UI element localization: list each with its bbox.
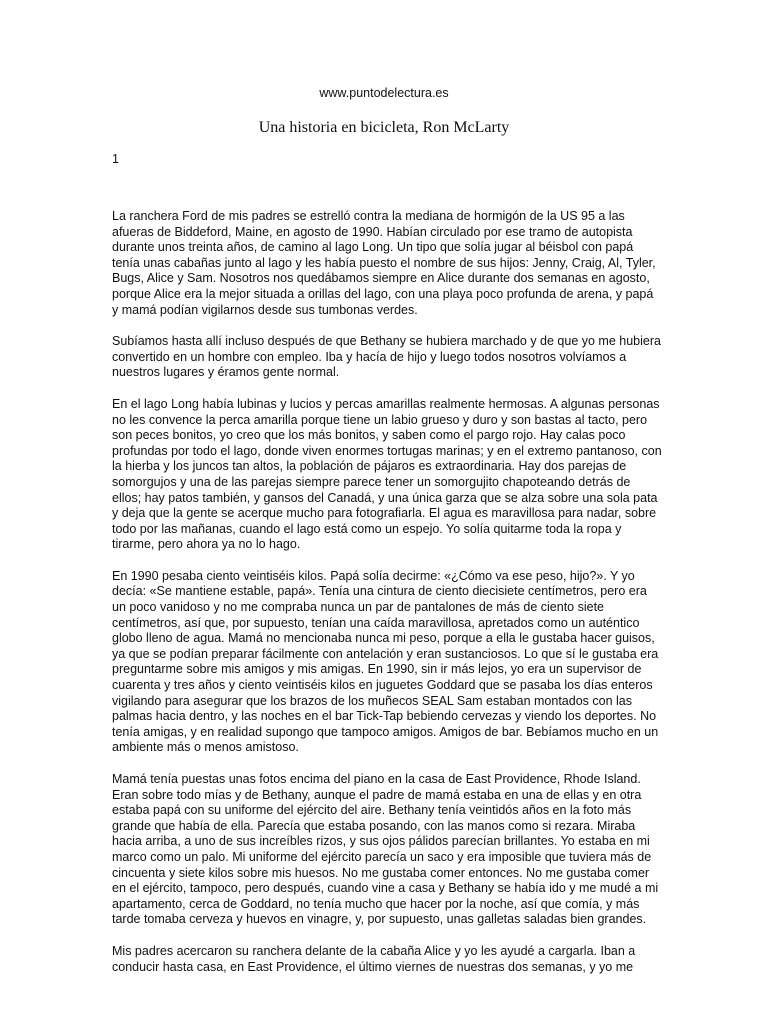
- body-text: [112, 209, 662, 991]
- chapter-number: 1: [112, 152, 119, 166]
- source-url: www.puntodelectura.es: [319, 86, 449, 100]
- document-title: Una historia en bicicleta, Ron McLarty: [258, 119, 510, 136]
- paragraph: En 1990 pesaba ciento veintiséis kilos. Papá solía decirme: «¿Cómo va ese peso, hijo?». Y yo decía: «Se mantiene estable, papá». Tenía una cintura de ciento diecisiete centímetros, pero era un poco vanidoso y no me compraba nunca un par de pantalones de más de ciento siete centímetros, así que, por supuesto, tenían una caída maravillosa, apretados como un auténtico globo lleno de agua. Mamá no mencionaba nunca mi peso, porque a ella le gustaba hacer guisos, ya que se podían preparar fácilmente con antelación y eran sustanciosos. Lo que sí le gustaba era preguntarme sobre mis amigos y mis amigas. En 1990, sin ir más lejos, yo era un supervisor de cuarenta y tres años y ciento veintiséis kilos en juguetes Goddard que se pasaba los días enteros vigilando para asegurar que los brazos de los muñecos SEAL Sam estaban montados con las palmas hacia dentro, y las noches en el bar Tick-Tap bebiendo cervezas y viendo los deportes. No tenía amigas, y en realidad supongo que tampoco amigos. Amigos de bar. Bebíamos mucho en un ambiente más o menos amistoso.: [112, 568, 659, 755]
- paragraph: Mamá tenía puestas unas fotos encima del piano en la casa de East Providence, Rhode Island. Eran sobre todo mías y de Bethany, aunque el padre de mamá estaba en una de ellas y en otra estaba papá con su uniforme del ejército del aire. Bethany tenía veintidós años en la foto más grande que había de ella. Parecía que estaba posando, con las manos como si rezara. Miraba hacia arriba, a uno de sus increíbles rizos, y sus ojos pálidos parecían brillantes. Yo estaba en mi marco como un palo. Mi uniforme del ejército parecía un saco y era imposible que tuviera más de cincuenta y siete kilos sobre mis huesos. No me gustaba comer entonces. No me gustaba comer en el ejército, tampoco, pero después, cuando vine a casa y Bethany se había ido y me mudé a mi apartamento, cerca de Goddard, no tenía mucho que hacer por la noche, así que comía, y más tarde tomaba cerveza y huevos en vinagre, y, por supuesto, unas galletas saladas bien grandes.: [112, 772, 659, 927]
- paragraph: Mis padres acercaron su ranchera delante de la cabaña Alice y yo les ayudé a cargarla. Iban a conducir hasta casa, en East Providence, el último viernes de nuestras dos semanas, y yo me: [112, 943, 636, 974]
- paragraph: Subíamos hasta allí incluso después de que Bethany se hubiera marchado y de que yo me hubiera convertido en un hombre con empleo. Iba y hacía de hijo y luego todos nosotros volvíamos a nuestros lugares y éramos gente normal.: [112, 334, 661, 380]
- paragraph: La ranchera Ford de mis padres se estrelló contra la mediana de hormigón de la US 95 a las afueras de Biddeford, Maine, en agosto de 1990. Habían circulado por ese tramo de autopista durante unos treinta años, de camino al lago Long. Un tipo que solía jugar al béisbol con papá tenía unas cabañas junto al lago y les había puesto el nombre de sus hijos: Jenny, Craig, Al, Tyler, Bugs, Alice y Sam. Nosotros nos quedábamos siempre en Alice durante dos semanas en agosto, porque Alice era la mejor situada a orillas del lago, con una playa poco profunda de arena, y papá y mamá podían vigilarnos desde sus tumbonas verdes.: [112, 209, 656, 317]
- paragraph: En el lago Long había lubinas y lucios y percas amarillas realmente hermosas. A algunas personas no les convence la perca amarilla porque tiene un labio grueso y duro y son bastas al tacto, pero son peces bonitos, yo creo que los más bonitos, y saben como el pargo rojo. Hay calas poco profundas por todo el lago, donde viven enormes tortugas marinas; y en el extremo pantanoso, con la hierba y los juncos tan altos, la población de pájaros es extraordinaria. Hay dos parejas de somorgujos y una de las parejas siempre parece tener un somorgujito chapoteando detrás de ellos; hay patos también, y gansos del Canadá, y una única garza que se alza sobre una sola pata y deja que la gente se acerque mucho para fotografiarla. El agua es maravillosa para nadar, sobre todo por las mañanas, cuando el lago está como un espejo. Yo solía quitarme toda la ropa y tirarme, pero ahora ya no lo hago.: [112, 396, 662, 552]
